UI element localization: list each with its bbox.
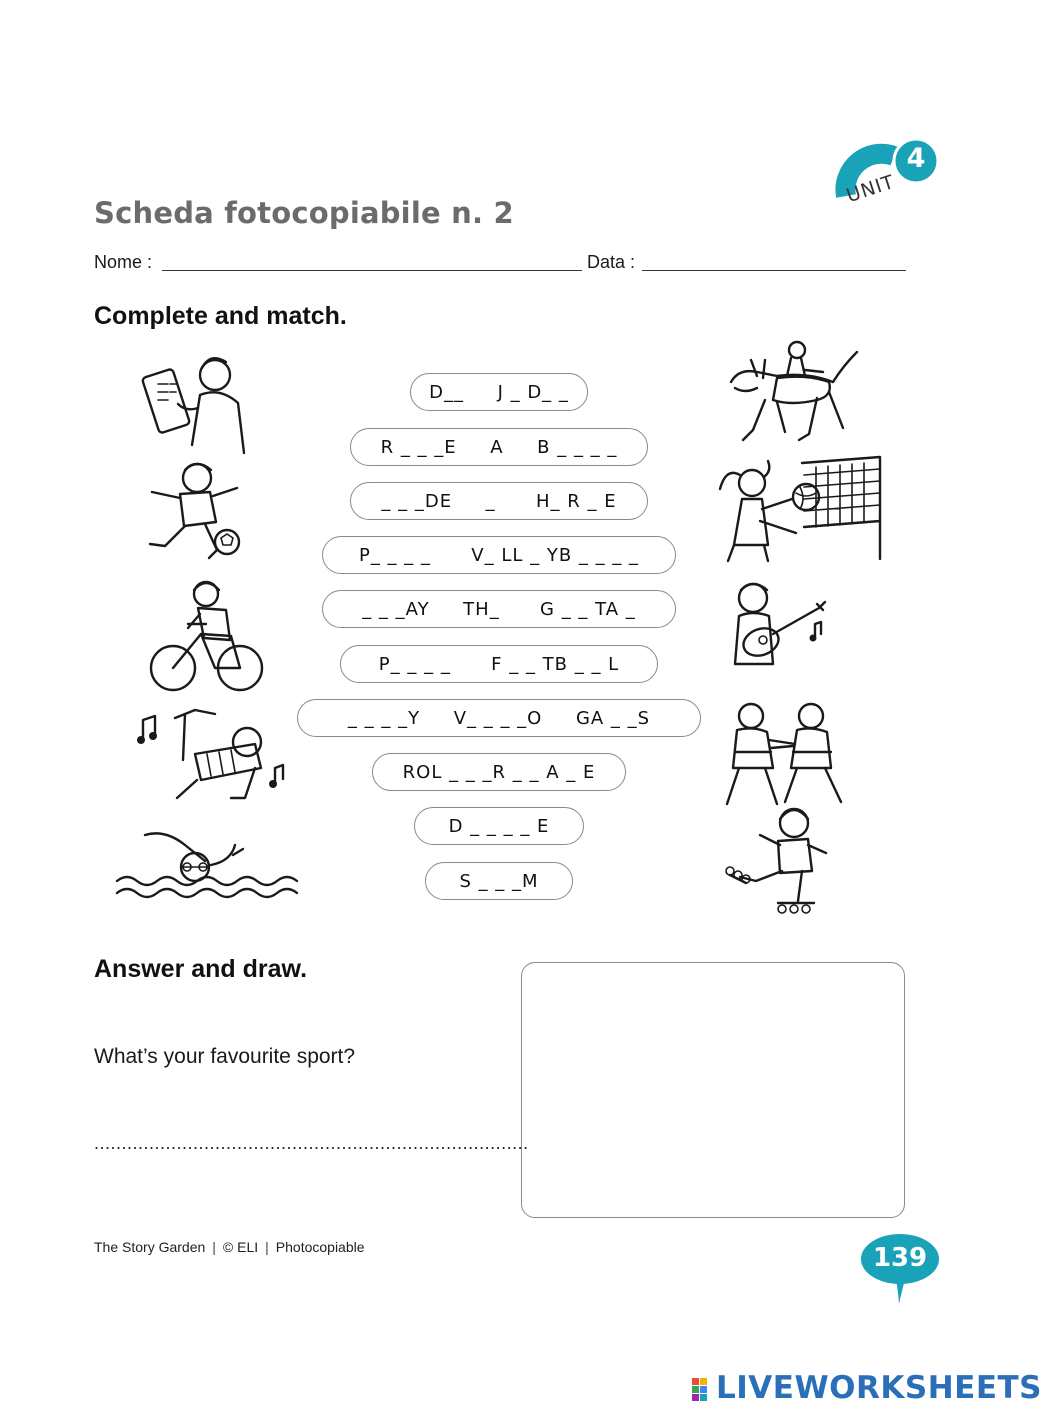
page-title: Scheda fotocopiabile n. 2 bbox=[94, 196, 514, 230]
word-pill[interactable]: D__ J _ D_ _ bbox=[410, 373, 588, 411]
guitar-boy-picture[interactable] bbox=[725, 578, 840, 683]
word-pill[interactable]: _ _ _ _Y V_ _ _ _O GA _ _S bbox=[297, 699, 701, 737]
name-label: Nome : bbox=[94, 252, 153, 272]
breakdance-boy-picture[interactable] bbox=[135, 702, 295, 807]
tablet-child-picture[interactable] bbox=[140, 350, 250, 455]
volleyball-girl-picture[interactable] bbox=[712, 455, 884, 565]
swimming-child-picture[interactable] bbox=[115, 825, 300, 905]
footer-note: Photocopiable bbox=[275, 1239, 365, 1255]
judo-children-picture[interactable] bbox=[715, 700, 855, 808]
rollerblade-boy-picture[interactable] bbox=[720, 805, 835, 917]
complete-and-match-heading: Complete and match. bbox=[94, 302, 347, 330]
liveworksheets-brand[interactable]: LIVEWORKSHEETS bbox=[716, 1370, 1042, 1406]
word-pill[interactable]: _ _ _AY TH_ G _ _ TA _ bbox=[322, 590, 676, 628]
date-field[interactable] bbox=[642, 270, 906, 271]
unit-label: UNIT bbox=[843, 170, 898, 208]
unit-number: 4 bbox=[906, 143, 926, 174]
favourite-sport-question: What’s your favourite sport? bbox=[94, 1045, 356, 1068]
word-pill[interactable]: P_ _ _ _ V_ LL _ YB _ _ _ _ bbox=[322, 536, 676, 574]
liveworksheets-logo-icon bbox=[692, 1378, 716, 1402]
footer-book: The Story Garden bbox=[94, 1239, 206, 1255]
drawing-box[interactable] bbox=[521, 962, 905, 1218]
word-pill[interactable]: D _ _ _ _ E bbox=[414, 807, 584, 845]
page-number: 139 bbox=[872, 1243, 928, 1273]
word-pill[interactable]: S _ _ _M bbox=[425, 862, 573, 900]
date-label: Data : bbox=[587, 252, 636, 272]
word-pill[interactable]: ROL _ _ _R _ _ A _ E bbox=[372, 753, 626, 791]
word-pill[interactable]: R _ _ _E A B _ _ _ _ bbox=[350, 428, 648, 466]
word-pill[interactable]: _ _ _DE _ H_ R _ E bbox=[350, 482, 648, 520]
answer-line[interactable]: ............................................................................... bbox=[94, 1133, 529, 1153]
answer-and-draw-heading: Answer and draw. bbox=[94, 955, 308, 983]
horse-rider-picture[interactable] bbox=[725, 340, 860, 448]
football-boy-picture[interactable] bbox=[135, 458, 250, 563]
footer-copyright: © ELI bbox=[222, 1239, 259, 1255]
word-pill[interactable]: P_ _ _ _ F _ _ TB _ _ L bbox=[340, 645, 658, 683]
name-field[interactable] bbox=[162, 270, 582, 271]
bike-child-picture[interactable] bbox=[148, 578, 268, 696]
footer: The Story Garden | © ELI | Photocopiable bbox=[94, 1239, 365, 1255]
